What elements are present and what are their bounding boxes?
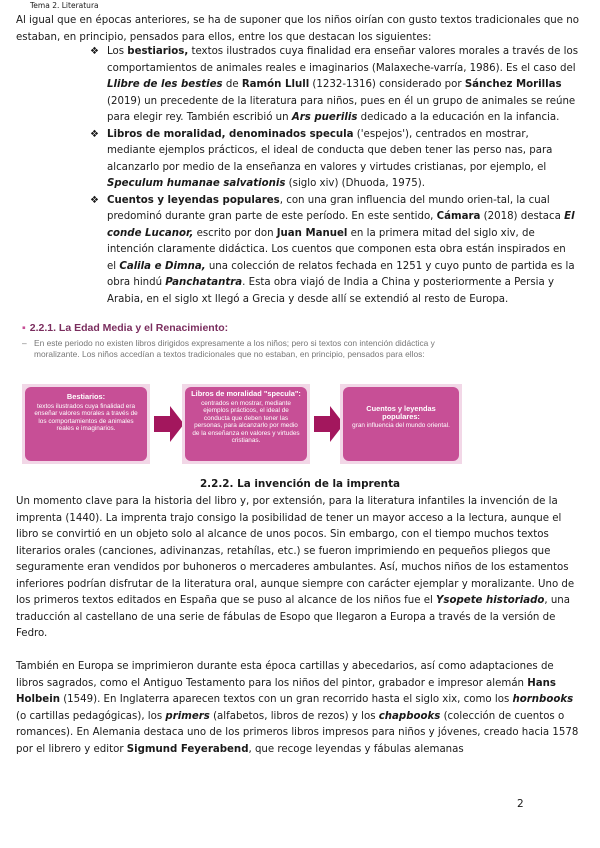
text-run: escrito por don — [193, 227, 277, 239]
text-run: Un momento clave para la historia del libro y, por extensión, para la literatura infantiles la invención de la imprenta (1440). La imprenta trajo consigo la posibilidad de tener un mayor acceso a la lectura, aunque el libro se convirtió en un objeto solo al alcance de unos pocos. Sin embargo, con el tiempo muchos textos literarios orales (canciones, adivinanzas, retahílas, etc.) se fueron imprimiendo en pequeños pliegos que seguramente eran vendidos por buhoneros o mercaderes ambulantes. Así, muchos niños de los estamentos inferiores podrían disfrutar de la literatura oral, aunque siempre con carácter ejemplar y moralizante. Uno de los primeros textos editados en España que se puso al alcance de los niños fue el — [16, 496, 575, 606]
diamond-bullet-icon: ❖ — [90, 128, 99, 140]
emphasis-run: Sánchez Morillas — [464, 79, 562, 90]
text-run: (alfabetos, libros de rezos) y los — [209, 710, 379, 722]
emphasis-run: hornbooks — [512, 694, 574, 705]
text-run: en la primera mitad del siglo xiv, de intención claramente didáctica. Los cuentos que componen esta obra están inspirados en el — [107, 227, 566, 272]
emphasis-run: Libros de moralidad, denominados specula — [107, 128, 354, 140]
emphasis-run: chapbooks — [378, 710, 441, 722]
diamond-bullet-icon: ❖ — [90, 194, 99, 206]
text-run: (1549). En Inglaterra aparecen textos con un gran recorrido hasta el siglo xix, como los — [59, 694, 513, 705]
diagram-box-cuentos: Cuentos y leyendas populares: gran influencia del mundo oriental. — [343, 387, 459, 461]
emphasis-run: Ysopete historiado — [436, 595, 545, 606]
intro-paragraph: Al igual que en épocas anteriores, se ha de suponer que los niños oirían con gusto textos tradicionales que no estaban, en principio, pensados para ellos, entre los que destacan los siguientes: — [16, 15, 579, 43]
text-run: ('espejos'), centrados en mostrar, mediante ejemplos prácticos, el ideal de conducta que deben tener las perso nas, para alcanzarlo por medio de la enseñanza en valores y virtudes cristianas, por ejemplo, el — [107, 128, 553, 173]
document-header: Tema 2. Literatura — [30, 1, 99, 10]
emphasis-run: primers — [165, 710, 210, 722]
text-run: También en Europa se imprimieron durante esta época cartillas y abecedarios, así como adaptaciones de libros sagrados, como el Antiguo Testamento para los niños del pintor, grabador e impresor alemán — [16, 661, 554, 689]
slide-body: – En este periodo no existen libros dirigidos expresamente a los niños; pero si textos con intención didáctica y moralizante. Los niños accedían a textos tradicionales que no estaban, en principio, pensados para ellos: — [22, 338, 435, 359]
emphasis-run: El conde Lucanor, — [107, 211, 575, 239]
bullet-item-specula — [90, 127, 578, 193]
emphasis-run: bestiarios, — [127, 46, 189, 57]
slide-title: ▪ 2.2.1. La Edad Media y el Renacimiento: — [22, 322, 229, 334]
text-run: , una traducción al castellano de una serie de fábulas de Esopo que llegaron a Europa a través de la versión de Fedro. — [16, 595, 571, 639]
text-run: . Esta obra viajó de India a China y posteriormente a Persia y Arabia, en el siglo xt llegó a Grecia y desde allí se extendió al resto de Europa. — [107, 277, 554, 305]
page-number: 2 — [517, 798, 524, 810]
embedded-slide — [22, 322, 462, 472]
diagram-box-bestiarios: Bestiarios: textos ilustrados cuya finalidad era enseñar valores morales a través de los comportamientos de animales reales e imaginarios. — [25, 387, 147, 461]
text-run: (o cartillas pedagógicas), los — [16, 710, 166, 722]
text-run: textos ilustrados cuya finalidad era enseñar valores morales a través de los comportamientos de animales reales e imaginarios (Malaxeche-varría, 1986). Es el caso del — [107, 46, 579, 74]
text-run: (siglo xiv) (Dhuoda, 1975). — [285, 178, 425, 189]
text-run: Los — [107, 46, 128, 57]
emphasis-run: Llibre de les besties — [107, 79, 223, 90]
text-run: , que recoge leyendas y fábulas alemanas — [248, 743, 464, 755]
text-run: (2018) destaca — [480, 211, 565, 222]
bullet-item-cuentos — [90, 193, 578, 309]
section-heading: 2.2.2. La invención de la imprenta — [199, 478, 401, 490]
bullet-dot-icon: ▪ — [22, 322, 26, 334]
emphasis-run: Calila e Dimna, — [119, 260, 206, 272]
bullet-item-bestiarios — [90, 44, 579, 127]
text-run: (1232-1316) considerado por — [309, 79, 465, 90]
diamond-bullet-icon: ❖ — [90, 46, 99, 57]
emphasis-run: Ramón Llull — [241, 79, 310, 90]
text-run: de — [222, 79, 242, 90]
emphasis-run: Ars puerilis — [291, 112, 358, 123]
text-run: dedicado a la educación en la infancia. — [357, 112, 560, 123]
emphasis-run: Panchatantra — [165, 277, 243, 288]
bullet-list — [90, 44, 578, 308]
text-run: (2019) un precedente de la literatura para niños, pues en él un grupo de animales se reúne para elegir rey. También escribió un — [107, 95, 576, 123]
emphasis-run: Hans Holbein — [16, 677, 556, 705]
dash-bullet-icon: – — [22, 338, 27, 348]
imprenta-paragraph — [16, 494, 582, 643]
emphasis-run: Cuentos y leyendas populares — [107, 194, 280, 206]
diagram-box-specula: Libros de moralidad "specula": centrados en mostrar, mediante ejemplos prácticos, el ideal de conducta que deben tener las personas, para alcanzarlo por medio de la enseñanza en valores y virtudes cristianas. — [185, 387, 307, 461]
europa-paragraph — [16, 659, 582, 758]
emphasis-run: Cámara — [436, 211, 481, 222]
emphasis-run: Sigmund Feyerabend — [126, 743, 249, 755]
emphasis-run: Juan Manuel — [276, 227, 348, 239]
text-run: , con una gran influencia del mundo orien-tal, la cual predominó durante gran parte de este período. En este sentido, — [107, 194, 550, 222]
text-run: (colección de cuentos o romances). En Alemania destaca uno de los primeros libros impresos para niños y jóvenes, creado hacia 1578 por el librero y editor — [16, 710, 579, 755]
emphasis-run: Speculum humanae salvationis — [107, 178, 286, 189]
text-run: una colección de relatos fechada en 1251 y cuyo punto de partida es la obra hindú — [107, 260, 575, 288]
arrow-right-icon — [154, 406, 184, 442]
